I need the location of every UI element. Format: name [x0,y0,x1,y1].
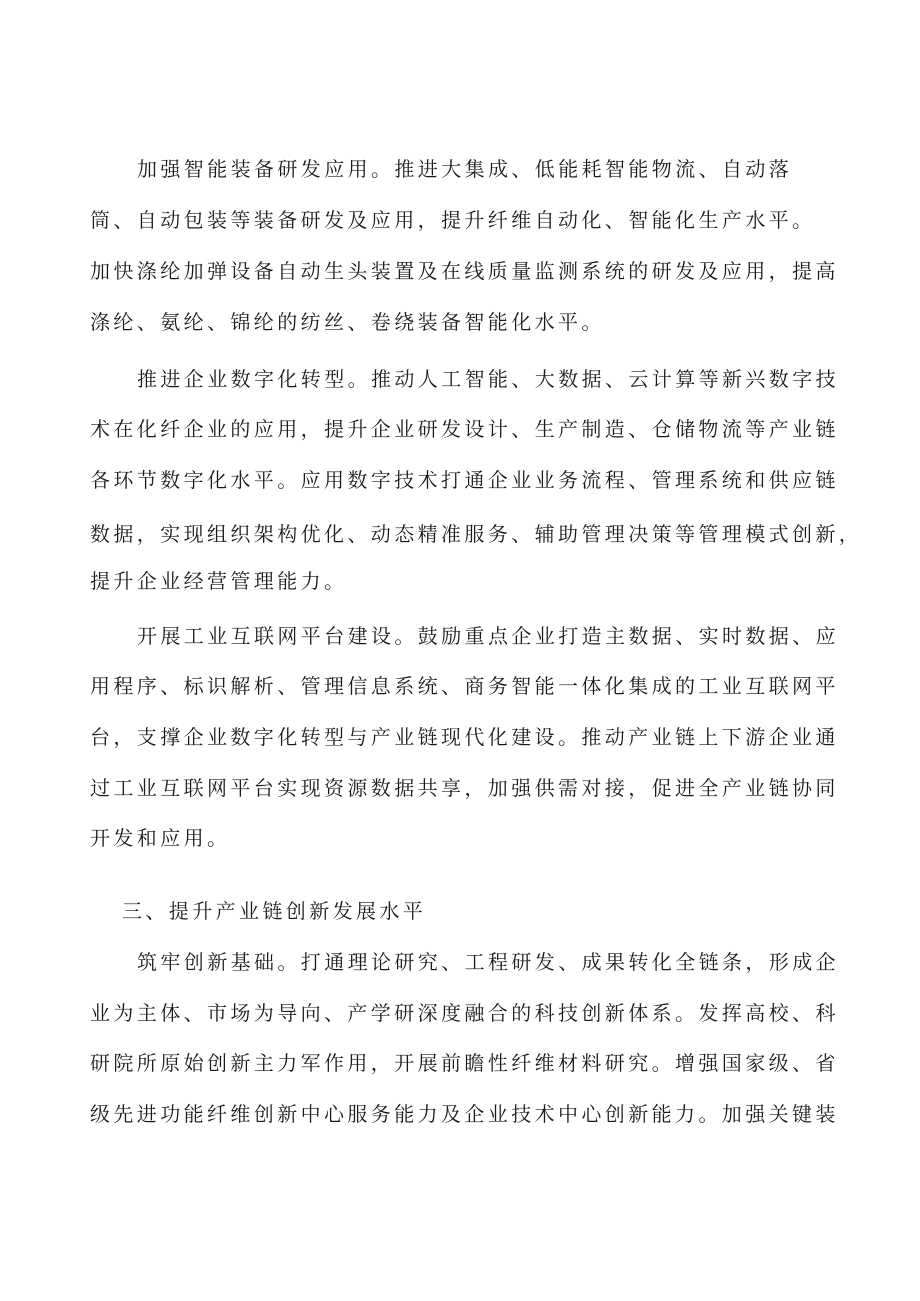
text-line-12: 台，支撑企业数字化转型与产业链现代化建设。推动产业链上下游企业通 [90,725,839,749]
text-line-16: 筑牢创新基础。打通理论研究、工程研发、成果转化全链条，形成企 [137,950,839,974]
text-line-3: 加快涤纶加弹设备自动生头装置及在线质量监测系统的研发及应用，提高 [90,259,839,283]
section-heading: 三、提升产业链创新发展水平 [122,899,427,923]
text-line-4: 涤纶、氨纶、锦纶的纺丝、卷绕装备智能化水平。 [90,310,605,334]
text-line-13: 过工业互联网平台实现资源数据共享，加强供需对接，促进全产业链协同 [90,776,839,800]
text-line-7: 各环节数字化水平。应用数字技术打通企业业务流程、管理系统和供应链 [90,468,839,492]
text-line-10: 开展工业互联网平台建设。鼓励重点企业打造主数据、实时数据、应 [137,624,839,648]
text-line-6: 术在化纤企业的应用，提升企业研发设计、生产制造、仓储物流等产业链 [90,417,839,441]
text-line-18: 研院所原始创新主力军作用，开展前瞻性纤维材料研究。增强国家级、省 [90,1051,839,1075]
text-line-2: 筒、自动包装等装备研发及应用，提升纤维自动化、智能化生产水平。 [90,208,816,232]
text-line-11: 用程序、标识解析、管理信息系统、商务智能一体化集成的工业互联网平 [90,674,839,698]
text-line-8: 数据，实现组织架构优化、动态精准服务、辅助管理决策等管理模式创新， [90,522,863,546]
text-line-19: 级先进功能纤维创新中心服务能力及企业技术中心创新能力。加强关键装 [90,1102,839,1126]
text-line-17: 业为主体、市场为导向、产学研深度融合的科技创新体系。发挥高校、科 [90,1001,839,1025]
text-line-14: 开发和应用。 [90,826,231,850]
text-line-5: 推进企业数字化转型。推动人工智能、大数据、云计算等新兴数字技 [137,367,839,391]
text-line-1: 加强智能装备研发应用。推进大集成、低能耗智能物流、自动落 [137,157,793,181]
text-line-9: 提升企业经营管理能力。 [90,569,348,593]
